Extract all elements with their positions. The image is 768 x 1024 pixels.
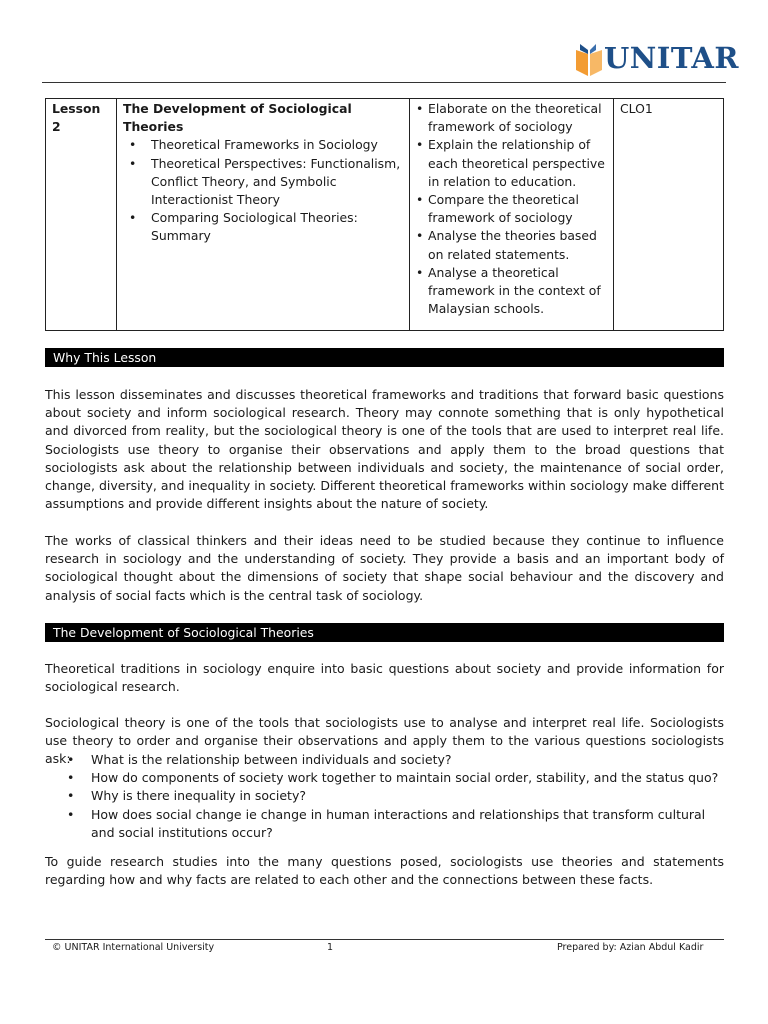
topic-item: • Theoretical Frameworks in Sociology — [123, 136, 405, 154]
outcome-item: • Compare the theoretical framework of sociology — [416, 191, 609, 227]
unitar-logo — [574, 40, 739, 80]
lesson-row — [46, 99, 724, 331]
footer-rule — [45, 939, 724, 940]
clo-cell: CLO1 — [614, 99, 724, 331]
question-item: • How does social change ie change in human interactions and relationships that transform cultural and social institutions occur? — [45, 806, 724, 842]
development-paragraph-2: Sociological theory is one of the tools that sociologists use to analyse and interpret real life. Sociologists use theory to order and organise their observations and apply them to the various questions sociologists ask: — [45, 715, 724, 767]
section-heading-development: The Development of Sociological Theories — [45, 623, 724, 642]
question-item: • Why is there inequality in society? — [45, 787, 724, 805]
header-rule — [42, 82, 726, 83]
lesson-topics-cell — [117, 99, 410, 331]
why-paragraph-2: The works of classical thinkers and their ideas need to be studied because they continue to influence research in sociology and the understanding of society. They provide a basis and an important body of sociological thought about the dimensions of society that shape social behaviour and the discovery and analysis of social facts which is the central task of sociology. — [45, 533, 724, 603]
topic-list — [123, 136, 405, 245]
outcome-item: • Explain the relationship of each theoretical perspective in relation to education. — [416, 136, 609, 191]
question-item: • How do components of society work together to maintain social order, stability, and the status quo? — [45, 769, 724, 787]
why-paragraph-1: This lesson disseminates and discusses theoretical frameworks and traditions that forward basic questions about society and inform sociological research. Theory may connote something that is only hypothetical and divorced from reality, but the sociological theory is one of the tools that are used to interpret real life. Sociologists use theory to organise their observations and apply them to the broad questions that sociologists ask about the relationship between individuals and society, the maintenance of social order, change, diversity, and inequality in society. Different theoretical frameworks within sociology make different assumptions and provide different insights about the nature of society. — [45, 387, 724, 512]
development-paragraph-3: To guide research studies into the many questions posed, sociologists use theories and statements regarding how and why facts are related to each other and the connections between these facts. — [45, 854, 724, 888]
topic-item: • Theoretical Perspectives: Functionalism, Conflict Theory, and Symbolic Interactionist Theory — [123, 155, 405, 210]
question-item: • What is the relationship between individuals and society? — [45, 751, 724, 769]
topic-item: • Comparing Sociological Theories: Summary — [123, 209, 405, 245]
learning-outcomes-cell — [410, 99, 614, 331]
footer-prepared-by: Prepared by: Azian Abdul Kadir — [557, 942, 704, 953]
outcome-item: • Analyse a theoretical framework in the context of Malaysian schools. — [416, 264, 609, 319]
lesson-label: Lesson 2 — [46, 99, 117, 331]
outcome-item: • Analyse the theories based on related statements. — [416, 227, 609, 263]
book-logo-icon — [574, 42, 604, 78]
lesson-title: The Development of Sociological Theories — [123, 101, 352, 135]
question-list — [45, 751, 724, 842]
page-number: 1 — [327, 942, 334, 953]
outcome-list — [416, 100, 609, 318]
section-heading-why: Why This Lesson — [45, 348, 724, 367]
development-paragraph-1: Theoretical traditions in sociology enquire into basic questions about society and provide information for sociological research. — [45, 661, 724, 695]
lesson-table — [45, 98, 724, 331]
footer-copyright: © UNITAR International University — [52, 942, 215, 953]
logo-text: UNITAR — [604, 41, 739, 75]
outcome-item: • Elaborate on the theoretical framework of sociology — [416, 100, 609, 136]
